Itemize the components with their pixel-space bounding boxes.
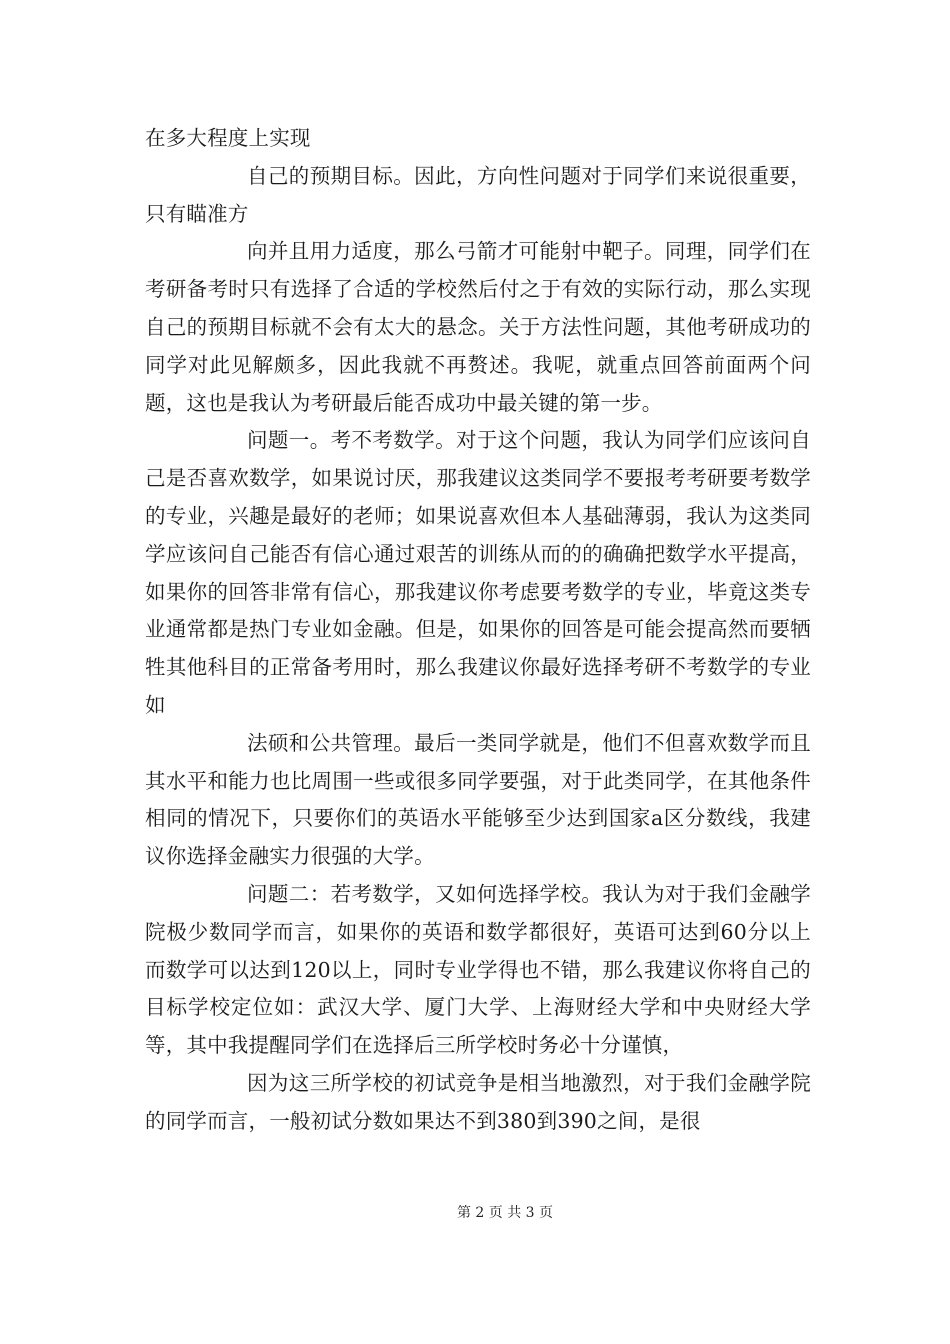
paragraph-4: 问题一。考不考数学。对于这个问题，我认为同学们应该问自己是否喜欢数学，如果说讨厌，那我建议这类同学不要报考考研要考数学的专业，兴趣是最好的老师；如果说喜欢但本人基础薄弱，我认为这类同学应该问自己能否有信心通过艰苦的训练从而的的确确把数学水平提高，如果你的回答非常有信心，那我建议你考虑要考数学的专业，毕竟这类专业通常都是热门专业如金融。但是，如果你的回答是可能会提高然而要牺牲其他科目的正常备考用时，那么我建议你最好选择考研不考数学的专业如 — [145, 428, 811, 717]
page-footer — [0, 1202, 950, 1222]
document-body — [145, 120, 811, 1141]
paragraph-7: 因为这三所学校的初试竞争是相当地激烈，对于我们金融学院的同学而言，一般初试分数如果达不到380到390之间，是很 — [145, 1070, 811, 1133]
page-number: 第 2 页 共 3 页 — [456, 1205, 554, 1221]
paragraph-3: 向并且用力适度，那么弓箭才可能射中靶子。同理，同学们在考研备考时只有选择了合适的学校然后付之于有效的实际行动，那么实现自己的预期目标就不会有太大的悬念。关于方法性问题，其他考研成功的同学对此见解颇多，因此我就不再赘述。我呢，就重点回答前面两个问题，这也是我认为考研最后能否成功中最关键的第一步。 — [145, 239, 811, 415]
paragraph-1: 在多大程度上实现 — [145, 126, 311, 150]
paragraph-5: 法硕和公共管理。最后一类同学就是，他们不但喜欢数学而且其水平和能力也比周围一些或很多同学要强，对于此类同学，在其他条件相同的情况下，只要你们的英语水平能够至少达到国家a区分数线，我建议你选择金融实力很强的大学。 — [145, 730, 811, 869]
paragraph-6: 问题二：若考数学，又如何选择学校。我认为对于我们金融学院极少数同学而言，如果你的英语和数学都很好，英语可达到60分以上而数学可以达到120以上，同时专业学得也不错，那么我建议你将自己的目标学校定位如：武汉大学、厦门大学、上海财经大学和中央财经大学等，其中我提醒同学们在选择后三所学校时务必十分谨慎， — [145, 881, 811, 1058]
paragraph-2: 自己的预期目标。因此，方向性问题对于同学们来说很重要，只有瞄准方 — [145, 163, 811, 226]
